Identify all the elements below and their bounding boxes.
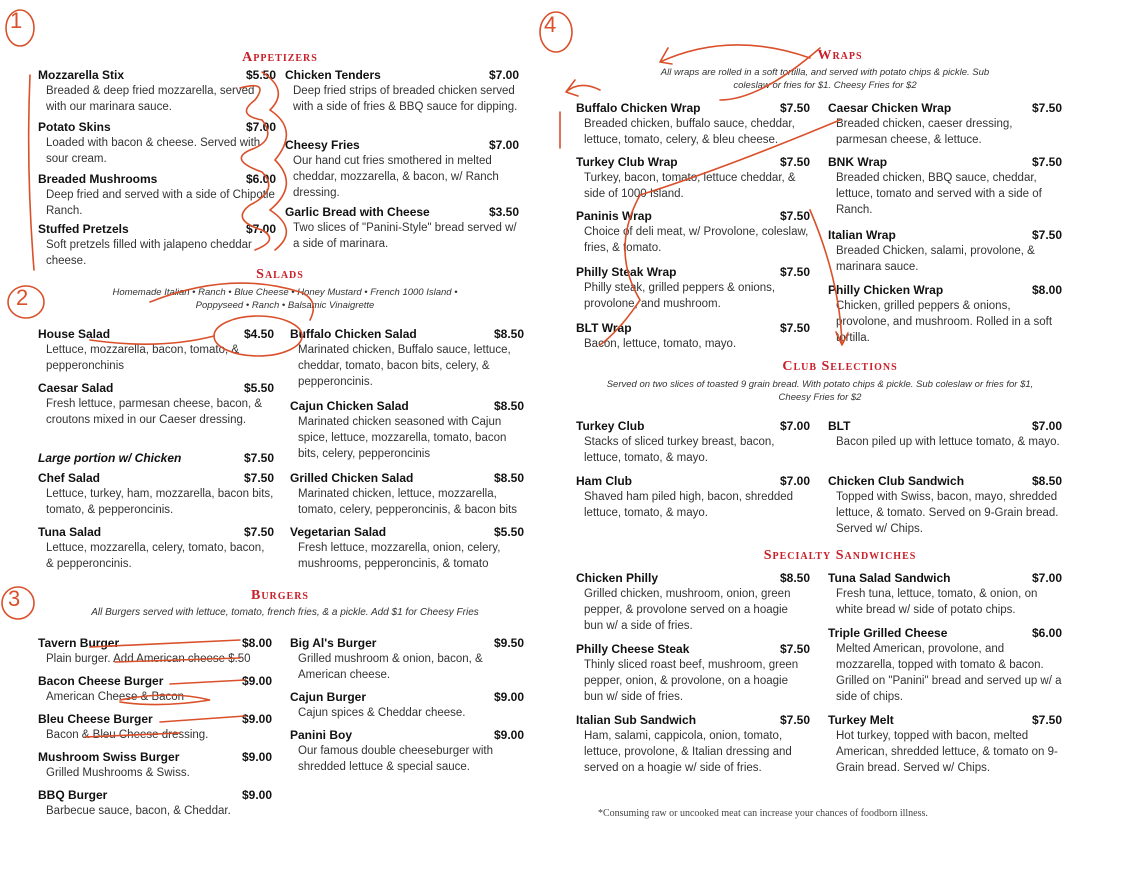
item-description: Grilled mushroom & onion, bacon, & American cheese. bbox=[298, 653, 483, 681]
item-name: Large portion w/ Chicken bbox=[38, 451, 182, 465]
specialty-title: Specialty Sandwiches bbox=[763, 548, 917, 563]
item-description: Bacon piled up with lettuce tomato, & mayo. bbox=[836, 436, 1060, 448]
item-description: Barbecue sauce, bacon, & Cheddar. bbox=[46, 805, 231, 817]
item-price: $7.00 bbox=[245, 222, 276, 236]
item-name: Chicken Philly bbox=[576, 571, 659, 585]
item-name: Italian Wrap bbox=[828, 228, 896, 242]
item-description: Our hand cut fries smothered in melted cheddar, mozzarella, & bacon, w/ Ranch dressing. bbox=[293, 155, 499, 199]
item-name: Turkey Club Wrap bbox=[576, 155, 678, 169]
item-price: $7.50 bbox=[779, 642, 810, 656]
menu-item bbox=[828, 283, 1062, 346]
menu-item bbox=[576, 155, 810, 202]
item-price: $7.50 bbox=[779, 209, 810, 223]
item-price: $5.50 bbox=[243, 381, 274, 395]
menu-item bbox=[290, 690, 524, 721]
handwritten-number-4: 4 bbox=[544, 12, 557, 37]
menu-item bbox=[576, 713, 810, 776]
item-name: Bleu Cheese Burger bbox=[38, 712, 153, 726]
item-price: $7.50 bbox=[1031, 713, 1062, 727]
item-price: $5.50 bbox=[245, 68, 276, 82]
item-name: BBQ Burger bbox=[38, 788, 108, 802]
menu-item bbox=[828, 419, 1062, 450]
menu-item bbox=[828, 474, 1062, 537]
item-description: Breaded Chicken, salami, provolone, & marinara sauce. bbox=[836, 245, 1035, 273]
item-description: Lettuce, mozzarella, celery, tomato, bacon, & pepperoncinis. bbox=[46, 542, 265, 570]
menu-item bbox=[576, 419, 810, 466]
arrow-to-wraps-left bbox=[566, 80, 600, 96]
item-name: Turkey Club bbox=[576, 419, 645, 433]
item-description: Philly steak, grilled peppers & onions, provolone, and mushroom. bbox=[584, 282, 776, 310]
item-description: Marinated chicken, Buffalo sauce, lettuce, cheddar, tomato, bacon bits, celery, & pepperoncinis. bbox=[298, 344, 511, 388]
menu-item bbox=[38, 525, 274, 572]
handwritten-number-3: 3 bbox=[8, 586, 21, 611]
item-description: Thinly sliced roast beef, mushroom, green pepper, onion, & provolone, on a hoagie bun w/ side of fries. bbox=[584, 659, 799, 703]
item-description: American Cheese & Bacon bbox=[46, 691, 185, 703]
item-description: Bacon & Bleu Cheese dressing. bbox=[46, 729, 209, 741]
item-name: Garlic Bread with Cheese bbox=[285, 205, 430, 219]
item-price: $7.50 bbox=[243, 451, 274, 465]
item-name: BNK Wrap bbox=[828, 155, 888, 169]
item-name: Paninis Wrap bbox=[576, 209, 652, 223]
item-price: $8.50 bbox=[493, 327, 524, 341]
item-description: Cajun spices & Cheddar cheese. bbox=[298, 707, 466, 719]
item-price: $7.50 bbox=[1031, 155, 1062, 169]
item-price: $7.50 bbox=[779, 101, 810, 115]
burgers-title: Burgers bbox=[250, 588, 309, 603]
menu-item bbox=[38, 120, 276, 167]
menu-item bbox=[38, 674, 272, 705]
item-description: Grilled Mushrooms & Swiss. bbox=[46, 767, 190, 779]
item-description: Marinated chicken seasoned with Cajun spice, lettuce, mozzarella, tomato, bacon bits, celery, pepperoncinis bbox=[298, 416, 507, 460]
item-name: Cheesy Fries bbox=[285, 138, 360, 152]
item-name: Mushroom Swiss Burger bbox=[38, 750, 180, 764]
item-description: Two slices of "Panini-Style" bread served w/ a side of marinara. bbox=[293, 222, 517, 250]
item-name: Triple Grilled Cheese bbox=[828, 626, 948, 640]
item-description: Bacon, lettuce, tomato, mayo. bbox=[584, 338, 737, 350]
menu-item bbox=[576, 474, 810, 521]
menu-item bbox=[828, 101, 1062, 148]
menu-item bbox=[38, 68, 276, 115]
item-name: Panini Boy bbox=[290, 728, 353, 742]
item-description: Marinated chicken, lettuce, mozzarella, tomato, celery, pepperoncinis, & bacon bits bbox=[298, 488, 518, 516]
menu-item bbox=[828, 228, 1062, 275]
menu-item bbox=[576, 321, 810, 352]
club-title: Club Selections bbox=[782, 359, 898, 374]
menu-item bbox=[828, 571, 1062, 618]
item-name: Chicken Tenders bbox=[285, 68, 381, 82]
item-description: Breaded chicken, buffalo sauce, cheddar, lettuce, tomato, celery, & bleu cheese. bbox=[584, 118, 795, 146]
item-price: $8.50 bbox=[493, 471, 524, 485]
item-description: Lettuce, mozzarella, bacon, tomato, & pepperonchinis bbox=[46, 344, 240, 372]
item-description: Plain burger. Add American cheese $.50 bbox=[46, 653, 251, 665]
item-description: Deep fried and served with a side of Chipotle Ranch. bbox=[46, 189, 275, 217]
item-description: Fresh lettuce, parmesan cheese, bacon, & croutons mixed in our Caeser dressing. bbox=[46, 398, 263, 426]
item-name: House Salad bbox=[38, 327, 111, 341]
item-name: Turkey Melt bbox=[828, 713, 894, 727]
item-name: Ham Club bbox=[576, 474, 633, 488]
item-price: $8.50 bbox=[493, 399, 524, 413]
item-price: $7.50 bbox=[243, 525, 274, 539]
item-name: Caesar Chicken Wrap bbox=[828, 101, 952, 115]
item-description: Breaded chicken, BBQ sauce, cheddar, lettuce, tomato and served with a side of Ranch. bbox=[836, 172, 1042, 216]
footnote: *Consuming raw or uncooked meat can increase your chances of foodborn illness. bbox=[598, 808, 928, 819]
item-name: Mozzarella Stix bbox=[38, 68, 125, 82]
item-name: Cajun Chicken Salad bbox=[290, 399, 409, 413]
menu-item bbox=[38, 788, 272, 819]
item-description: Melted American, provolone, and mozzarella, topped with tomato & bacon. Grilled on "Panini" bread and served up w/ a side of chips. bbox=[836, 643, 1062, 703]
menu-item bbox=[285, 205, 519, 252]
item-description: Grilled chicken, mushroom, onion, green pepper, & provolone served on a hoagie bun w/ a side of fries. bbox=[584, 588, 791, 632]
item-description: Topped with Swiss, bacon, mayo, shredded lettuce, & tomato. Served on 9-Grain bread. Served w/ Chips. bbox=[836, 491, 1059, 535]
item-price: $7.00 bbox=[1031, 571, 1062, 585]
item-price: $9.00 bbox=[241, 788, 272, 802]
item-name: Caesar Salad bbox=[38, 381, 114, 395]
item-price: $7.00 bbox=[779, 419, 810, 433]
item-price: $8.00 bbox=[1031, 283, 1062, 297]
menu-item bbox=[290, 636, 524, 683]
item-price: $8.00 bbox=[241, 636, 272, 650]
menu-item bbox=[290, 471, 524, 518]
item-name: Big Al's Burger bbox=[290, 636, 377, 650]
item-price: $9.00 bbox=[241, 750, 272, 764]
menu-item bbox=[576, 209, 810, 256]
item-description: Fresh tuna, lettuce, tomato, & onion, on white bread w/ side of potato chips. bbox=[836, 588, 1038, 616]
item-description: Chicken, grilled peppers & onions, provolone, and mushroom. Rolled in a soft tortilla. bbox=[836, 300, 1053, 344]
item-description: Ham, salami, cappicola, onion, tomato, lettuce, provolone, & Italian dressing and served on a hoagie w/ side of fries. bbox=[584, 730, 792, 774]
item-name: Chicken Club Sandwich bbox=[828, 474, 965, 488]
handwritten-number-1: 1 bbox=[10, 8, 23, 33]
menu-item bbox=[285, 68, 519, 115]
item-name: Stuffed Pretzels bbox=[38, 222, 129, 236]
item-description: Lettuce, turkey, ham, mozzarella, bacon bits, tomato, & pepperoncinis. bbox=[46, 488, 274, 516]
item-name: Tuna Salad bbox=[38, 525, 102, 539]
item-price: $7.50 bbox=[243, 471, 274, 485]
salads-title: Salads bbox=[256, 267, 304, 282]
item-price: $9.50 bbox=[493, 636, 524, 650]
item-description: Breaded chicken, caeser dressing, parmesan cheese, & lettuce. bbox=[836, 118, 1013, 146]
item-price: $7.50 bbox=[779, 713, 810, 727]
handwritten-number-2: 2 bbox=[16, 285, 29, 310]
item-name: Vegetarian Salad bbox=[290, 525, 387, 539]
item-name: Philly Cheese Steak bbox=[576, 642, 690, 656]
item-name: Bacon Cheese Burger bbox=[38, 674, 164, 688]
item-price: $9.00 bbox=[241, 674, 272, 688]
item-price: $7.00 bbox=[779, 474, 810, 488]
item-price: $7.00 bbox=[488, 138, 519, 152]
item-price: $7.00 bbox=[245, 120, 276, 134]
menu-item bbox=[38, 636, 272, 667]
item-description: Shaved ham piled high, bacon, shredded lettuce, tomato, & mayo. bbox=[584, 491, 794, 519]
menu-item bbox=[576, 101, 810, 148]
menu-item bbox=[38, 451, 274, 466]
menu-item bbox=[38, 222, 276, 269]
item-description: Breaded & deep fried mozzarella, served with our marinara sauce. bbox=[46, 85, 255, 113]
item-description: Hot turkey, topped with bacon, melted American, shredded lettuce, & tomato on 9-Grain bread. Served w/ Chips. bbox=[836, 730, 1058, 774]
menu-item bbox=[290, 327, 524, 390]
menu-item bbox=[576, 265, 810, 312]
item-name: Buffalo Chicken Salad bbox=[290, 327, 417, 341]
item-price: $8.50 bbox=[779, 571, 810, 585]
item-price: $9.00 bbox=[493, 728, 524, 742]
item-name: BLT bbox=[828, 419, 851, 433]
item-description: Turkey, bacon, tomato, lettuce cheddar, & side of 1000 Island. bbox=[584, 172, 796, 200]
item-name: Cajun Burger bbox=[290, 690, 367, 704]
item-name: BLT Wrap bbox=[576, 321, 632, 335]
item-price: $9.00 bbox=[241, 712, 272, 726]
menu-item bbox=[290, 728, 524, 775]
item-name: Breaded Mushrooms bbox=[38, 172, 158, 186]
item-price: $7.50 bbox=[1031, 228, 1062, 242]
item-name: Grilled Chicken Salad bbox=[290, 471, 414, 485]
item-name: Tuna Salad Sandwich bbox=[828, 571, 951, 585]
menu-item bbox=[38, 327, 274, 374]
item-price: $3.50 bbox=[488, 205, 519, 219]
item-price: $4.50 bbox=[243, 327, 274, 341]
item-price: $7.00 bbox=[1031, 419, 1062, 433]
item-price: $7.50 bbox=[779, 155, 810, 169]
item-description: Our famous double cheeseburger with shredded lettuce & special sauce. bbox=[298, 745, 493, 773]
item-price: $7.50 bbox=[1031, 101, 1062, 115]
item-description: Loaded with bacon & cheese. Served with sour cream. bbox=[46, 137, 261, 165]
item-name: Tavern Burger bbox=[38, 636, 120, 650]
item-name: Buffalo Chicken Wrap bbox=[576, 101, 701, 115]
item-name: Potato Skins bbox=[38, 120, 111, 134]
item-price: $9.00 bbox=[493, 690, 524, 704]
item-name: Chef Salad bbox=[38, 471, 101, 485]
item-price: $7.00 bbox=[488, 68, 519, 82]
item-name: Philly Steak Wrap bbox=[576, 265, 677, 279]
menu-item bbox=[38, 172, 276, 219]
menu-item bbox=[38, 712, 272, 743]
club-note: Served on two slices of toasted 9 grain bread. With potato chips & pickle. Sub coleslaw or fries for $1, Cheesy Fries for $2 bbox=[606, 379, 1034, 403]
menu-item bbox=[38, 381, 274, 428]
item-price: $5.50 bbox=[493, 525, 524, 539]
item-price: $6.00 bbox=[1031, 626, 1062, 640]
menu-item bbox=[576, 571, 810, 634]
menu-item bbox=[576, 642, 810, 705]
item-description: Deep fried strips of breaded chicken served with a side of fries & BBQ sauce for dipping. bbox=[293, 85, 518, 113]
item-description: Soft pretzels filled with jalapeno cheddar cheese. bbox=[46, 239, 252, 267]
item-price: $8.50 bbox=[1031, 474, 1062, 488]
item-price: $6.00 bbox=[245, 172, 276, 186]
item-description: Stacks of sliced turkey breast, bacon, lettuce, tomato, & mayo. bbox=[584, 436, 775, 464]
item-description: Fresh lettuce, mozzarella, onion, celery, mushrooms, pepperoncinis, & tomato bbox=[298, 542, 501, 570]
menu-item bbox=[828, 713, 1062, 776]
wraps-note: All wraps are rolled in a soft tortilla, and served with potato chips & pickle. Sub coleslaw or fries for $1. Cheesy Fries for $2 bbox=[660, 67, 990, 91]
menu-item bbox=[828, 626, 1062, 705]
item-price: $7.50 bbox=[779, 265, 810, 279]
wraps-title: Wraps bbox=[817, 48, 863, 63]
item-description: Choice of deli meat, w/ Provolone, coleslaw, fries, & tomato. bbox=[584, 226, 809, 254]
menu-item bbox=[285, 138, 519, 201]
menu-item bbox=[290, 525, 524, 572]
burgers-note: All Burgers served with lettuce, tomato, french fries, & a pickle. Add $1 for Cheesy Fries bbox=[91, 607, 479, 618]
bracket-appetizers bbox=[29, 75, 34, 270]
item-name: Italian Sub Sandwich bbox=[576, 713, 697, 727]
appetizers-title: Appetizers bbox=[242, 50, 318, 65]
item-name: Philly Chicken Wrap bbox=[828, 283, 944, 297]
salads-note: Homemade Italian • Ranch • Blue Cheese • Honey Mustard • French 1000 Island • Poppyseed • Ranch • Balsamic Vinaigrette bbox=[112, 287, 458, 311]
menu-item bbox=[828, 155, 1062, 218]
menu-item bbox=[38, 471, 274, 518]
item-price: $7.50 bbox=[779, 321, 810, 335]
menu-item bbox=[38, 750, 272, 781]
menu-item bbox=[290, 399, 524, 462]
